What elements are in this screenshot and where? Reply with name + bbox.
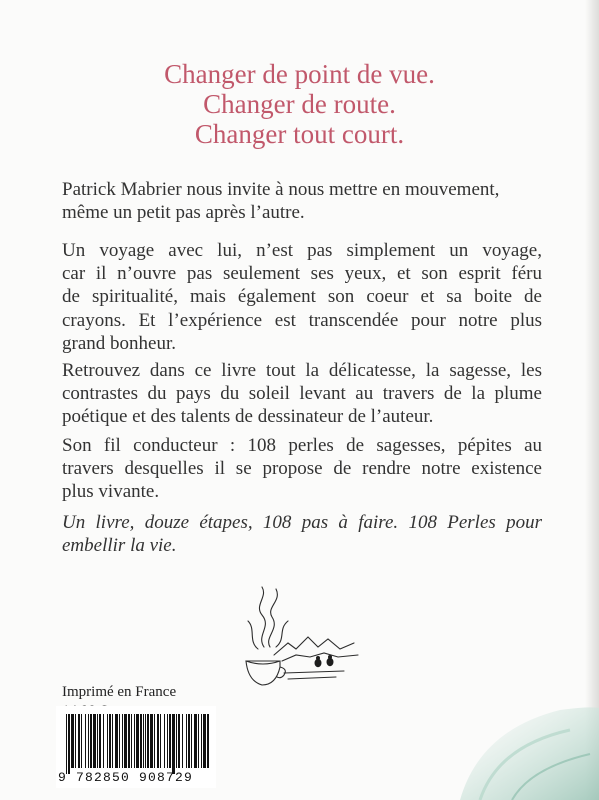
barcode-bar [194,714,197,768]
barcode-bar [134,714,135,768]
barcode-bar [93,714,96,768]
barcode-bar [119,714,120,768]
paragraph-line: crayons. Et l’expérience est transcendée pour notre plus [62,309,542,331]
barcode-bar [78,714,80,768]
paragraph-line: plus vivante. [62,481,160,503]
barcode-bar [68,714,70,774]
barcode-bar [115,714,118,768]
barcode-bar [160,714,161,768]
tea-cup-sketch-illustration [226,577,366,689]
paragraph-line: Un voyage avec lui, n’est pas simplement un voyage, [62,240,542,261]
barcode-bar [186,714,187,768]
tagline-line-3: Changer tout court. [194,119,405,149]
barcode-bar [176,714,177,768]
barcode-bar [150,714,153,768]
barcode-bar [128,714,130,768]
isbn-barcode [66,714,210,768]
barcode-bar [136,714,139,768]
paragraph-line: travers desquelles il se propose de rendre notre existence [62,458,542,480]
paragraph-line: Retrouvez dans ce livre tout la délicatesse, la sagesse, les [62,360,542,381]
barcode-bar [207,714,209,768]
barcode-bar [109,714,111,768]
barcode-bar [88,714,89,768]
paragraph-closing-italic [62,511,542,557]
barcode-bar [112,714,113,768]
paragraph-line: embellir la vie. [62,535,177,557]
paragraph-line: même un petit pas après l’autre. [62,202,305,224]
paragraph-line: contrastes du pays du soleil levant au travers de la plume [62,383,542,405]
paragraph-voyage [62,239,542,355]
paragraph-intro [62,178,542,224]
barcode-bar [131,714,132,768]
barcode-bar [71,714,74,768]
paragraph-line: poétique et des talents de dessinateur de l’auteur. [62,406,434,428]
printed-in-france-label: Imprimé en France [62,684,177,700]
barcode-bar [157,714,159,768]
barcode-bar [107,714,108,768]
isbn-digits: 9 782850 908729 [58,770,194,785]
barcode-bar [124,714,127,768]
paragraph-line: car il n’ouvre pas seulement ses yeux, et son esprit féru [62,263,542,285]
barcode-bar [143,714,144,768]
paragraph-line: grand bonheur. [62,332,176,354]
barcode-bar [191,714,192,768]
barcode-bar [188,714,190,768]
barcode-bar [103,714,104,768]
tagline-line-1: Changer de point de vue. [164,59,435,89]
barcode-bar [178,714,180,768]
paragraph-line: Un livre, douze étapes, 108 pas à faire. 108 Perles pour [62,512,542,533]
barcode-bar [90,714,92,768]
barcode-bar [145,714,146,768]
barcode-bar [147,714,149,768]
paragraph-livre [62,359,542,429]
barcode-bar [154,714,155,768]
barcode-bar [140,714,142,768]
barcode-bar [99,714,101,768]
paragraph-line: Patrick Mabrier nous invite à nous mettre en mouvement, [62,179,500,200]
barcode-bar [122,714,123,768]
barcode-bar [97,714,98,768]
barcode-bar [81,714,82,768]
glass-bowl-decoration [420,650,599,800]
barcode-bar [182,714,183,768]
barcode-bar [167,714,168,768]
barcode-bar [172,714,175,774]
barcode-bar [169,714,171,768]
barcode-bar [164,714,165,768]
barcode-bar [201,714,202,768]
tagline-line-2: Changer de route. [203,89,396,119]
paragraph-line: Son fil conducteur : 108 perles de sagesses, pépites au [62,435,542,456]
barcode-bar [66,714,67,774]
paragraph-line: de spiritualité, mais également son coeur et sa boite de [62,286,542,308]
barcode-bar [75,714,76,768]
paragraph-fil-conducteur [62,434,542,504]
barcode-bar [85,714,86,768]
barcode-bar [203,714,206,768]
barcode-bar [198,714,199,768]
